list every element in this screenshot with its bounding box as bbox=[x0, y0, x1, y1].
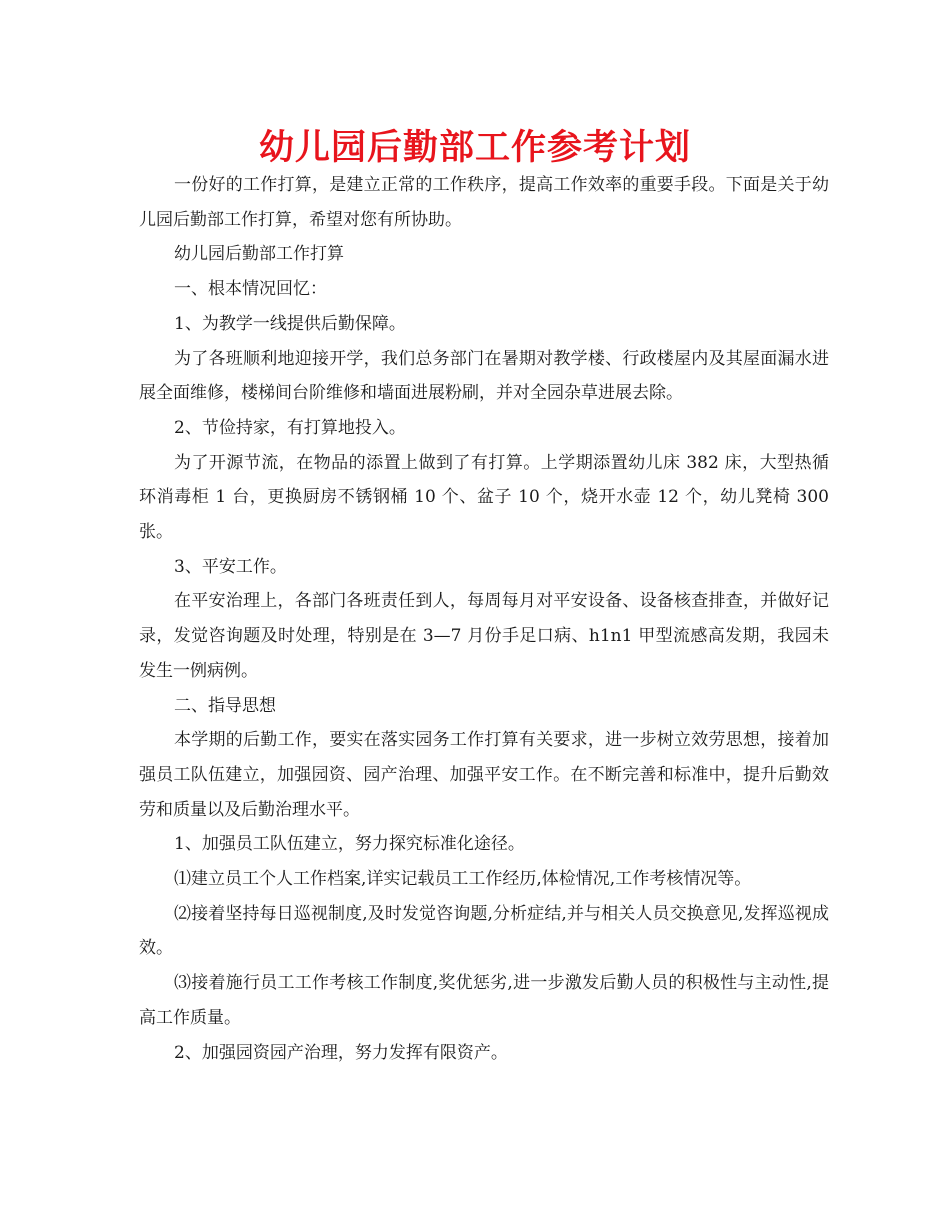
list-item: ⑵接着坚持每日巡视制度,及时发觉咨询题,分析症结,并与相关人员交换意见,发挥巡视成效。 bbox=[139, 903, 829, 959]
subsection-heading: 2、节俭持家，有打算地投入。 bbox=[174, 417, 406, 438]
subsection-heading: 3、平安工作。 bbox=[174, 556, 287, 577]
body-paragraph: 为了各班顺利地迎接开学，我们总务部门在暑期对教学楼、行政楼屋内及其屋面漏水进展全面维修，楼梯间台阶维修和墙面进展粉刷，并对全园杂草进展去除。 bbox=[139, 348, 829, 404]
section-heading: 幼儿园后勤部工作打算 bbox=[174, 244, 344, 265]
section-heading: 一、根本情况回忆： bbox=[174, 279, 327, 300]
section-heading: 二、指导思想 bbox=[174, 695, 276, 716]
list-item: ⑴建立员工个人工作档案,详实记载员工工作经历,体检情况,工作考核情况等。 bbox=[174, 869, 752, 890]
document-body bbox=[139, 168, 829, 1070]
subsection-heading: 1、加强员工队伍建立，努力探究标准化途径。 bbox=[174, 834, 525, 855]
subsection-heading: 2、加强园资园产治理，努力发挥有限资产。 bbox=[174, 1042, 508, 1063]
list-item: ⑶接着施行员工工作考核工作制度,奖优惩劣,进一步激发后勤人员的积极性与主动性,提高工作质量。 bbox=[139, 973, 829, 1028]
body-paragraph: 为了开源节流，在物品的添置上做到了有打算。上学期添置幼儿床 382 床，大型热循环消毒柜 1 台，更换厨房不锈钢桶 10 个、盆子 10 个，烧开水壶 12 个，幼儿凳椅 300 张。 bbox=[139, 452, 829, 543]
intro-paragraph: 一份好的工作打算，是建立正常的工作秩序，提高工作效率的重要手段。下面是关于幼儿园后勤部工作打算，希望对您有所协助。 bbox=[139, 175, 829, 230]
document-title: 幼儿园后勤部工作参考计划 bbox=[258, 128, 691, 168]
subsection-heading: 1、为教学一线提供后勤保障。 bbox=[174, 313, 406, 334]
body-paragraph: 本学期的后勤工作，要实在落实园务工作打算有关要求，进一步树立效劳思想，接着加强员工队伍建立，加强园资、园产治理、加强平安工作。在不断完善和标准中，提升后勤效劳和质量以及后勤治理水平。 bbox=[139, 730, 829, 820]
body-paragraph: 在平安治理上，各部门各班责任到人，每周每月对平安设备、设备核查排查，并做好记录，发觉咨询题及时处理，特别是在 3—7 月份手足口病、h1n1 甲型流感高发期，我园未发生一例病例。 bbox=[139, 591, 829, 681]
